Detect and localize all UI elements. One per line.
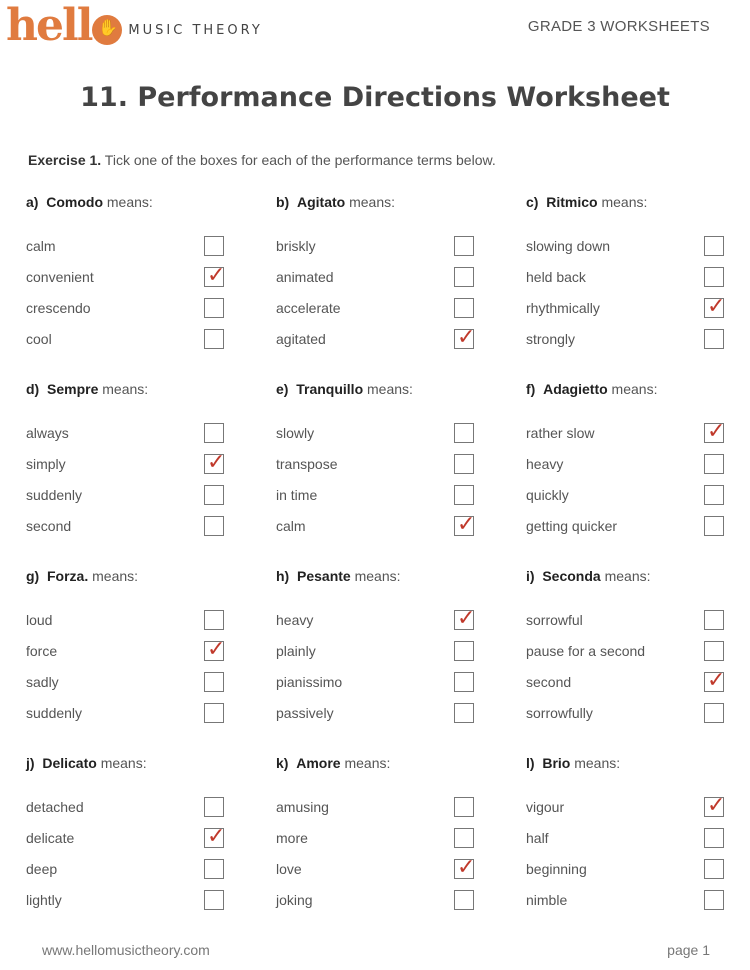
option-text: convenient bbox=[26, 268, 94, 285]
checked-checkbox[interactable] bbox=[454, 516, 474, 536]
option-text: always bbox=[26, 424, 69, 441]
answer-option bbox=[526, 791, 736, 822]
question bbox=[26, 751, 276, 938]
checkbox[interactable] bbox=[204, 516, 224, 536]
checked-checkbox[interactable] bbox=[454, 859, 474, 879]
answer-option bbox=[276, 791, 526, 822]
option-text: rhythmically bbox=[526, 299, 600, 316]
checkbox[interactable] bbox=[704, 267, 724, 287]
question-heading bbox=[526, 377, 736, 417]
question-heading bbox=[276, 564, 526, 604]
question-label: i) bbox=[526, 568, 535, 584]
question-heading bbox=[26, 377, 276, 417]
answer-option bbox=[26, 261, 276, 292]
checkbox[interactable] bbox=[454, 423, 474, 443]
answer-option bbox=[276, 261, 526, 292]
checkbox[interactable] bbox=[204, 329, 224, 349]
option-text: joking bbox=[276, 891, 313, 908]
question-suffix: means: bbox=[96, 755, 147, 771]
logo-word: hell bbox=[6, 0, 92, 51]
checkbox[interactable] bbox=[704, 859, 724, 879]
option-text: animated bbox=[276, 268, 334, 285]
checkbox[interactable] bbox=[454, 485, 474, 505]
question-suffix: means: bbox=[597, 194, 648, 210]
option-text: briskly bbox=[276, 237, 316, 254]
answer-option bbox=[276, 479, 526, 510]
checkbox[interactable] bbox=[454, 672, 474, 692]
logo-tagline: MUSIC THEORY bbox=[128, 22, 263, 38]
option-text: strongly bbox=[526, 330, 576, 347]
answer-option bbox=[26, 292, 276, 323]
option-text: sadly bbox=[26, 673, 59, 690]
option-text: nimble bbox=[526, 891, 568, 908]
option-text: suddenly bbox=[26, 486, 83, 503]
question-suffix: means: bbox=[88, 568, 139, 584]
option-text: detached bbox=[26, 798, 84, 815]
option-text: agitated bbox=[276, 330, 326, 347]
option-text: vigour bbox=[526, 798, 565, 815]
option-text: sorrowfully bbox=[526, 704, 593, 721]
option-text: simply bbox=[26, 455, 66, 472]
question-term: Seconda bbox=[542, 568, 601, 584]
checkbox[interactable] bbox=[704, 329, 724, 349]
answer-option bbox=[276, 635, 526, 666]
checkbox[interactable] bbox=[454, 828, 474, 848]
question-label: c) bbox=[526, 194, 539, 210]
answer-option bbox=[526, 510, 736, 541]
question bbox=[26, 564, 276, 751]
checked-checkbox[interactable] bbox=[704, 797, 724, 817]
checkbox[interactable] bbox=[204, 703, 224, 723]
answer-option bbox=[276, 697, 526, 728]
answer-option bbox=[26, 635, 276, 666]
answer-option bbox=[276, 822, 526, 853]
checkbox[interactable] bbox=[454, 797, 474, 817]
option-text: held back bbox=[526, 268, 586, 285]
question-suffix: means: bbox=[340, 755, 391, 771]
answer-option bbox=[26, 323, 276, 354]
checkbox[interactable] bbox=[704, 890, 724, 910]
question-suffix: means: bbox=[98, 381, 149, 397]
question-term: Pesante bbox=[297, 568, 351, 584]
checkbox[interactable] bbox=[704, 454, 724, 474]
checkbox[interactable] bbox=[454, 236, 474, 256]
question bbox=[276, 190, 526, 377]
question-label: j) bbox=[26, 755, 35, 771]
checkbox[interactable] bbox=[204, 890, 224, 910]
question-suffix: means: bbox=[363, 381, 413, 397]
question-suffix: means: bbox=[103, 194, 153, 210]
questions-grid bbox=[26, 190, 736, 938]
checked-checkbox[interactable] bbox=[454, 329, 474, 349]
answer-option bbox=[26, 604, 276, 635]
checkbox[interactable] bbox=[454, 641, 474, 661]
answer-option bbox=[26, 479, 276, 510]
option-text: rather slow bbox=[526, 424, 595, 441]
option-text: in time bbox=[276, 486, 318, 503]
option-text: lightly bbox=[26, 891, 62, 908]
answer-option bbox=[276, 884, 526, 915]
checked-checkbox[interactable] bbox=[204, 828, 224, 848]
answer-option bbox=[526, 261, 736, 292]
checkbox[interactable] bbox=[204, 423, 224, 443]
question bbox=[526, 377, 736, 564]
option-text: slowly bbox=[276, 424, 315, 441]
answer-option bbox=[526, 884, 736, 915]
question-heading bbox=[276, 190, 526, 230]
answer-option bbox=[276, 604, 526, 635]
question bbox=[526, 190, 736, 377]
checked-checkbox[interactable] bbox=[704, 672, 724, 692]
question-heading bbox=[26, 564, 276, 604]
answer-option bbox=[526, 448, 736, 479]
option-text: heavy bbox=[276, 611, 314, 628]
question-suffix: means: bbox=[600, 568, 651, 584]
option-text: second bbox=[526, 673, 572, 690]
answer-option bbox=[526, 604, 736, 635]
answer-option bbox=[276, 230, 526, 261]
question bbox=[526, 564, 736, 751]
hand-icon bbox=[92, 15, 122, 45]
question-heading bbox=[526, 564, 736, 604]
answer-option bbox=[26, 666, 276, 697]
answer-option bbox=[526, 635, 736, 666]
checkbox[interactable] bbox=[454, 298, 474, 318]
checked-checkbox[interactable] bbox=[204, 454, 224, 474]
answer-option bbox=[26, 791, 276, 822]
checkbox[interactable] bbox=[704, 703, 724, 723]
question-suffix: means: bbox=[570, 755, 621, 771]
checkbox[interactable] bbox=[204, 859, 224, 879]
logo bbox=[6, 2, 263, 50]
option-text: pause for a second bbox=[526, 642, 646, 659]
exercise-label: Exercise 1. bbox=[28, 152, 102, 168]
question-heading bbox=[526, 751, 736, 791]
checkbox[interactable] bbox=[454, 454, 474, 474]
checkbox[interactable] bbox=[204, 672, 224, 692]
question-term: Amore bbox=[296, 755, 341, 771]
page-number: page 1 bbox=[667, 942, 710, 958]
question-heading bbox=[26, 190, 276, 230]
checked-checkbox[interactable] bbox=[204, 641, 224, 661]
checkbox[interactable] bbox=[454, 267, 474, 287]
question bbox=[26, 377, 276, 564]
answer-option bbox=[526, 323, 736, 354]
answer-option bbox=[276, 323, 526, 354]
checkbox[interactable] bbox=[704, 828, 724, 848]
option-text: half bbox=[526, 829, 549, 846]
option-text: quickly bbox=[526, 486, 569, 503]
question bbox=[276, 751, 526, 938]
question-term: Sempre bbox=[47, 381, 99, 397]
answer-option bbox=[26, 510, 276, 541]
answer-option bbox=[276, 417, 526, 448]
answer-option bbox=[526, 292, 736, 323]
question bbox=[276, 377, 526, 564]
question-suffix: means: bbox=[345, 194, 396, 210]
question-term: Adagietto bbox=[543, 381, 608, 397]
answer-option bbox=[526, 230, 736, 261]
option-text: crescendo bbox=[26, 299, 91, 316]
question-suffix: means: bbox=[607, 381, 658, 397]
option-text: force bbox=[26, 642, 58, 659]
option-text: plainly bbox=[276, 642, 316, 659]
answer-option bbox=[276, 292, 526, 323]
question-heading bbox=[26, 751, 276, 791]
question-label: b) bbox=[276, 194, 290, 210]
option-text: more bbox=[276, 829, 308, 846]
option-text: passively bbox=[276, 704, 334, 721]
option-text: sorrowful bbox=[526, 611, 583, 628]
answer-option bbox=[276, 510, 526, 541]
exercise-instructions bbox=[28, 152, 496, 168]
exercise-text: Tick one of the boxes for each of the performance terms below. bbox=[101, 152, 496, 168]
answer-option bbox=[526, 822, 736, 853]
question-label: g) bbox=[26, 568, 40, 584]
answer-option bbox=[26, 417, 276, 448]
option-text: love bbox=[276, 860, 302, 877]
question-suffix: means: bbox=[350, 568, 401, 584]
checked-checkbox[interactable] bbox=[704, 423, 724, 443]
checkbox[interactable] bbox=[454, 890, 474, 910]
answer-option bbox=[26, 230, 276, 261]
question bbox=[26, 190, 276, 377]
answer-option bbox=[26, 884, 276, 915]
question-label: a) bbox=[26, 194, 39, 210]
checkbox[interactable] bbox=[704, 641, 724, 661]
question-term: Brio bbox=[542, 755, 571, 771]
question bbox=[276, 564, 526, 751]
checkbox[interactable] bbox=[204, 298, 224, 318]
option-text: calm bbox=[26, 237, 56, 254]
answer-option bbox=[526, 479, 736, 510]
option-text: getting quicker bbox=[526, 517, 618, 534]
answer-option bbox=[26, 822, 276, 853]
option-text: suddenly bbox=[26, 704, 83, 721]
checked-checkbox[interactable] bbox=[454, 610, 474, 630]
checkbox[interactable] bbox=[704, 236, 724, 256]
checkbox[interactable] bbox=[704, 485, 724, 505]
answer-option bbox=[26, 853, 276, 884]
option-text: heavy bbox=[526, 455, 564, 472]
answer-option bbox=[276, 448, 526, 479]
question-term: Comodo bbox=[46, 194, 103, 210]
checkbox[interactable] bbox=[204, 797, 224, 817]
question-label: l) bbox=[526, 755, 535, 771]
question-label: k) bbox=[276, 755, 289, 771]
option-text: deep bbox=[26, 860, 58, 877]
answer-option bbox=[26, 448, 276, 479]
question-heading bbox=[526, 190, 736, 230]
option-text: transpose bbox=[276, 455, 338, 472]
answer-option bbox=[276, 853, 526, 884]
grade-label: GRADE 3 WORKSHEETS bbox=[527, 18, 710, 35]
answer-option bbox=[26, 697, 276, 728]
option-text: amusing bbox=[276, 798, 329, 815]
option-text: beginning bbox=[526, 860, 587, 877]
answer-option bbox=[526, 417, 736, 448]
question-term: Ritmico bbox=[546, 194, 598, 210]
option-text: delicate bbox=[26, 829, 75, 846]
answer-option bbox=[526, 697, 736, 728]
option-text: second bbox=[26, 517, 72, 534]
option-text: pianissimo bbox=[276, 673, 343, 690]
checked-checkbox[interactable] bbox=[204, 267, 224, 287]
answer-option bbox=[276, 666, 526, 697]
question-label: e) bbox=[276, 381, 289, 397]
question-heading bbox=[276, 377, 526, 417]
answer-option bbox=[526, 666, 736, 697]
footer-url[interactable]: www.hellomusictheory.com bbox=[42, 942, 210, 958]
option-text: accelerate bbox=[276, 299, 341, 316]
question-term: Forza. bbox=[47, 568, 89, 584]
question bbox=[526, 751, 736, 938]
question-term: Tranquillo bbox=[296, 381, 364, 397]
option-text: slowing down bbox=[526, 237, 611, 254]
question-label: d) bbox=[26, 381, 40, 397]
checkbox[interactable] bbox=[704, 516, 724, 536]
page-title: 11. Performance Directions Worksheet bbox=[80, 82, 670, 113]
checkbox[interactable] bbox=[454, 703, 474, 723]
question-label: h) bbox=[276, 568, 290, 584]
option-text: cool bbox=[26, 330, 52, 347]
option-text: loud bbox=[26, 611, 53, 628]
question-label: f) bbox=[526, 381, 536, 397]
checkbox[interactable] bbox=[204, 485, 224, 505]
checkbox[interactable] bbox=[704, 610, 724, 630]
checked-checkbox[interactable] bbox=[704, 298, 724, 318]
question-heading bbox=[276, 751, 526, 791]
question-term: Delicato bbox=[42, 755, 97, 771]
option-text: calm bbox=[276, 517, 306, 534]
answer-option bbox=[526, 853, 736, 884]
checkbox[interactable] bbox=[204, 610, 224, 630]
checkbox[interactable] bbox=[204, 236, 224, 256]
question-term: Agitato bbox=[297, 194, 346, 210]
